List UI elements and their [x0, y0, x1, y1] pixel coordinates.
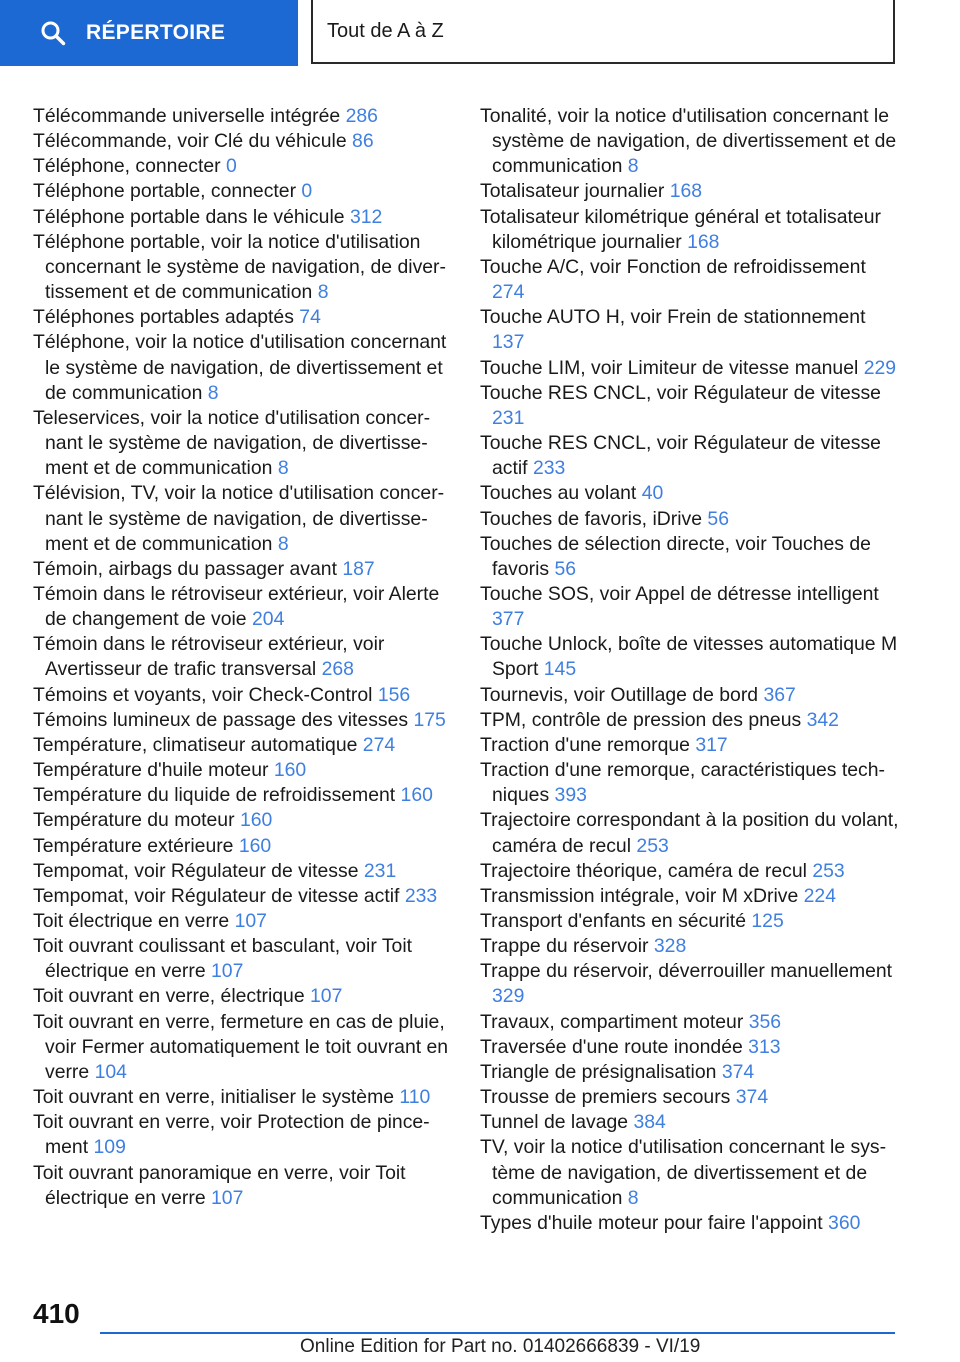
index-entry-text: Traction d'une remorque, caractéristiques techniques [480, 759, 885, 807]
page-reference-link[interactable]: 374 [735, 1086, 769, 1109]
footer-divider [100, 1332, 895, 1334]
page-reference-link[interactable]: 317 [695, 733, 728, 756]
page-reference-link[interactable]: 224 [803, 884, 836, 907]
index-entry [480, 884, 900, 909]
index-entry [480, 381, 900, 431]
index-entry-text: Totalisateur kilométrique général et totalisateur kilométrique journalier [480, 205, 881, 253]
index-entry-text: Télécommande universelle intégrée [33, 105, 341, 127]
index-entry-text: Totalisateur journalier [480, 180, 665, 203]
index-entry-text: Témoin, airbags du passager avant [33, 557, 337, 580]
index-entry [480, 808, 900, 858]
page-reference-link[interactable]: 377 [492, 608, 525, 631]
index-entry-text: Température d'huile moteur [33, 759, 269, 782]
page-reference-link[interactable]: 286 [345, 105, 378, 127]
index-entry-text: Teleservices, voir la notice d'utilisation concernant le système de navigation, de divertissement et de communication [33, 406, 431, 480]
page-reference-link[interactable]: 274 [492, 281, 525, 304]
index-entry-text: Tempomat, voir Régulateur de vitesse actif [33, 884, 400, 907]
index-entry [480, 708, 900, 733]
page-reference-link[interactable]: 109 [93, 1136, 126, 1159]
page-reference-link[interactable]: 8 [627, 1186, 639, 1209]
index-entry-text: Télécommande, voir Clé du véhicule [33, 130, 347, 153]
page-reference-link[interactable]: 187 [342, 557, 375, 580]
page-reference-link[interactable]: 360 [828, 1211, 861, 1234]
page-reference-link[interactable]: 312 [349, 205, 383, 228]
index-entry [33, 708, 451, 733]
index-entry [33, 984, 451, 1009]
search-icon [40, 20, 66, 46]
page-reference-link[interactable]: 253 [636, 834, 669, 857]
page-reference-link[interactable]: 229 [863, 356, 897, 379]
page-number: 410 [33, 1298, 80, 1329]
page-reference-link[interactable]: 160 [400, 784, 433, 807]
index-entry-text: Toit ouvrant en verre, fermeture en cas de pluie, voir Fermer automatiquement le toit ouvrant en verre [33, 1010, 449, 1083]
index-column-right [480, 104, 900, 1236]
page-reference-link[interactable]: 107 [234, 910, 267, 932]
index-entry [33, 406, 451, 481]
index-entry [33, 834, 451, 859]
index-entry [33, 104, 451, 129]
page-reference-link[interactable]: 374 [721, 1060, 755, 1083]
index-entry [480, 859, 900, 884]
index-entry-text: Toit ouvrant en verre, voir Protection de pincement [33, 1111, 430, 1159]
index-entry [33, 230, 451, 305]
index-entry [33, 1010, 451, 1085]
index-entry-text: Tunnel de lavage [480, 1111, 629, 1134]
index-entry-text: Téléphone portable, voir la notice d'utilisation concernant le système de navigation, de divertissement et de communication [33, 230, 446, 304]
index-entry-text: Température du liquide de refroidissement [33, 784, 396, 807]
index-entry-text: Téléphone, voir la notice d'utilisation concernant le système de navigation, de divertissement et de communication [33, 331, 447, 404]
index-entry [33, 733, 451, 758]
index-entry [480, 431, 900, 481]
index-entry [33, 909, 451, 934]
page-reference-link[interactable]: 110 [399, 1086, 431, 1109]
page-reference-link[interactable]: 0 [301, 180, 313, 203]
index-entry-text: Témoins et voyants, voir Check-Control [33, 683, 373, 706]
page-reference-link[interactable]: 367 [763, 683, 796, 706]
index-entry [480, 683, 900, 708]
index-entry [33, 154, 451, 179]
index-entry [480, 205, 900, 255]
page-reference-link[interactable]: 160 [239, 809, 273, 832]
index-entry-text: Touche AUTO H, voir Frein de stationnement [480, 306, 866, 329]
index-entry [480, 1135, 900, 1210]
index-entry [33, 783, 451, 808]
index-entry [480, 356, 900, 381]
index-entry-text: Température extérieure [33, 834, 234, 857]
page-reference-link[interactable]: 107 [310, 985, 343, 1008]
index-entry-text: Touche A/C, voir Fonction de refroidissement [480, 255, 866, 278]
index-entry [480, 104, 900, 179]
page-reference-link[interactable]: 356 [748, 1010, 782, 1033]
index-entry-text: Traction d'une remorque [480, 733, 690, 756]
index-tab[interactable] [0, 0, 298, 66]
page-reference-link[interactable]: 0 [225, 155, 237, 178]
index-entry [33, 330, 451, 405]
index-entry-text: Température du moteur [33, 809, 235, 832]
index-entry [480, 1211, 900, 1236]
index-entry [33, 683, 451, 708]
index-entry-text: Tempomat, voir Régulateur de vitesse [33, 859, 359, 882]
index-entry [480, 959, 900, 1009]
index-tab-label: RÉPERTOIRE [86, 21, 226, 44]
index-entry [33, 179, 451, 204]
page-reference-link[interactable]: 268 [321, 658, 354, 681]
page-reference-link[interactable]: 125 [751, 910, 784, 932]
index-entry-text: Tournevis, voir Outillage de bord [480, 683, 759, 706]
index-entry [480, 758, 900, 808]
index-entry-text: Témoins lumineux de passage des vitesses [33, 708, 409, 731]
index-entry [480, 305, 900, 355]
page-reference-link[interactable]: 145 [543, 658, 577, 681]
page-reference-link[interactable]: 107 [211, 1186, 244, 1209]
index-entry [480, 1060, 900, 1085]
index-entry [33, 129, 451, 154]
index-entry [33, 305, 451, 330]
index-entry-text: Téléphone portable dans le véhicule [33, 205, 345, 228]
page-reference-link[interactable]: 393 [554, 784, 587, 807]
index-entry [480, 632, 900, 682]
index-entry-text: Toit ouvrant en verre, électrique [33, 985, 305, 1008]
index-entry-text: Touche SOS, voir Appel de détresse intelligent [480, 582, 879, 605]
page-reference-link[interactable]: 8 [627, 155, 639, 178]
index-entry-text: Téléphones portables adaptés [33, 306, 294, 329]
breadcrumb-label: Tout de A à Z [327, 19, 444, 42]
page-reference-link[interactable]: 204 [252, 608, 285, 631]
index-entry-text: Témoin dans le rétroviseur extérieur, voir Avertisseur de trafic transversal [33, 633, 385, 681]
page-reference-link[interactable]: 231 [492, 406, 525, 429]
index-entry-text: Trappe du réservoir [480, 935, 649, 958]
index-entry [33, 205, 451, 230]
page-reference-link[interactable]: 56 [707, 507, 729, 530]
index-entry [480, 179, 900, 204]
page-reference-link[interactable]: 342 [806, 708, 839, 731]
page-reference-link[interactable]: 104 [94, 1060, 127, 1083]
index-entry-text: Triangle de présignalisation [480, 1060, 717, 1083]
index-entry-text: Trajectoire théorique, caméra de recul [480, 859, 807, 882]
index-entry [480, 582, 900, 632]
index-entry [33, 582, 451, 632]
page-reference-link[interactable]: 160 [273, 759, 307, 782]
page-header [0, 0, 960, 66]
index-entry-text: Toit électrique en verre [33, 910, 230, 932]
index-entry [33, 859, 451, 884]
index-entry [33, 1110, 451, 1160]
page-reference-link[interactable]: 156 [377, 683, 411, 706]
index-entry-text: Touche RES CNCL, voir Régulateur de vitesse actif [480, 432, 881, 480]
index-entry-text: Trappe du réservoir, déverrouiller manuellement [480, 960, 893, 983]
index-entry-text: Touches de sélection directe, voir Touches de favoris [480, 532, 871, 580]
page-reference-link[interactable]: 74 [299, 306, 321, 329]
index-entry-text: Témoin dans le rétroviseur extérieur, voir Alerte de changement de voie [33, 582, 440, 631]
index-entry-text: Touches au volant [480, 482, 637, 505]
index-entry [480, 934, 900, 959]
index-entry-text: Trousse de premiers secours [480, 1086, 731, 1109]
index-entry [480, 481, 900, 506]
index-entry-text: Traversée d'une route inondée [480, 1035, 743, 1058]
index-entry-text: Transmission intégrale, voir M xDrive [480, 884, 799, 907]
page-reference-link[interactable]: 328 [653, 935, 687, 958]
page-reference-link[interactable]: 160 [238, 834, 272, 857]
index-entry [33, 884, 451, 909]
index-entry-text: Touche Unlock, boîte de vitesses automatique M Sport [480, 633, 898, 681]
index-entry-text: Toit ouvrant coulissant et basculant, voir Toit électrique en verre [33, 935, 413, 983]
index-entry [480, 532, 900, 582]
index-entry-text: TV, voir la notice d'utilisation concernant le système de navigation, de divertissement et de communication [480, 1136, 887, 1209]
index-entry-text: Touches de favoris, iDrive [480, 507, 703, 530]
index-entry [480, 507, 900, 532]
index-entry [33, 1085, 451, 1110]
index-entry-text: Travaux, compartiment moteur [480, 1010, 744, 1033]
page-reference-link[interactable]: 40 [641, 482, 664, 505]
edition-note [300, 1336, 910, 1360]
index-entry-text: Température, climatiseur automatique [33, 733, 358, 756]
index-entry-text: Télévision, TV, voir la notice d'utilisation concernant le système de navigation, de divertissement et de communication [33, 482, 445, 555]
index-entry-text: Tonalité, voir la notice d'utilisation concernant le système de navigation, de divertissement et de communication [480, 105, 897, 178]
page-reference-link[interactable]: 86 [352, 130, 374, 153]
page-reference-link[interactable]: 175 [413, 708, 446, 731]
edition-text: Online Edition for Part no. 01402666839 - VI/19 [300, 1336, 701, 1357]
page-reference-link[interactable]: 107 [211, 960, 244, 983]
index-entry-text: TPM, contrôle de pression des pneus [480, 708, 802, 731]
page-reference-link[interactable]: 8 [277, 532, 289, 555]
index-entry [480, 1085, 900, 1110]
page-reference-link[interactable]: 56 [554, 557, 577, 580]
page-reference-link[interactable]: 233 [404, 884, 438, 907]
breadcrumb [311, 0, 895, 64]
index-entry [480, 1010, 900, 1035]
index-entry-text: Transport d'enfants en sécurité [480, 910, 746, 932]
index-column-left [33, 104, 451, 1211]
page-reference-link[interactable]: 313 [748, 1035, 781, 1058]
index-entry-text: Téléphone portable, connecter [33, 180, 302, 203]
page-reference-link[interactable]: 8 [317, 281, 329, 304]
index-entry [33, 808, 451, 833]
page-reference-link[interactable]: 253 [812, 859, 845, 882]
index-entry [480, 909, 900, 934]
page-reference-link[interactable]: 168 [669, 180, 703, 203]
index-entry-text: Touche RES CNCL, voir Régulateur de vitesse [480, 381, 881, 404]
index-entry [480, 1035, 900, 1060]
index-entry [33, 934, 451, 984]
index-entry-text: Trajectoire correspondant à la position du volant, caméra de recul [480, 809, 899, 857]
page-reference-link[interactable]: 329 [492, 985, 525, 1008]
page-reference-link[interactable]: 231 [363, 859, 397, 882]
page-reference-link[interactable]: 233 [532, 457, 566, 480]
index-entry [33, 557, 451, 582]
page-reference-link[interactable]: 8 [207, 381, 219, 404]
index-entry-text: Types d'huile moteur pour faire l'appoint [480, 1211, 823, 1234]
index-entry [33, 1161, 451, 1211]
index-entry [480, 255, 900, 305]
index-entry [33, 758, 451, 783]
index-entry-text: Toit ouvrant en verre, initialiser le système [33, 1086, 395, 1109]
index-entry [480, 733, 900, 758]
index-entry-text: Touche LIM, voir Limiteur de vitesse manuel [480, 356, 859, 379]
index-entry [33, 481, 451, 556]
page-reference-link[interactable]: 168 [687, 230, 720, 253]
index-entry [480, 1110, 900, 1135]
page-reference-link[interactable]: 8 [277, 457, 289, 480]
page-reference-link[interactable]: 274 [362, 733, 396, 756]
index-entry-text: Toit ouvrant panoramique en verre, voir Toit électrique en verre [33, 1161, 406, 1209]
page-reference-link[interactable]: 137 [492, 331, 525, 354]
index-entry [33, 632, 451, 682]
page-reference-link[interactable]: 384 [633, 1111, 666, 1134]
index-entry-text: Téléphone, connecter [33, 155, 226, 178]
